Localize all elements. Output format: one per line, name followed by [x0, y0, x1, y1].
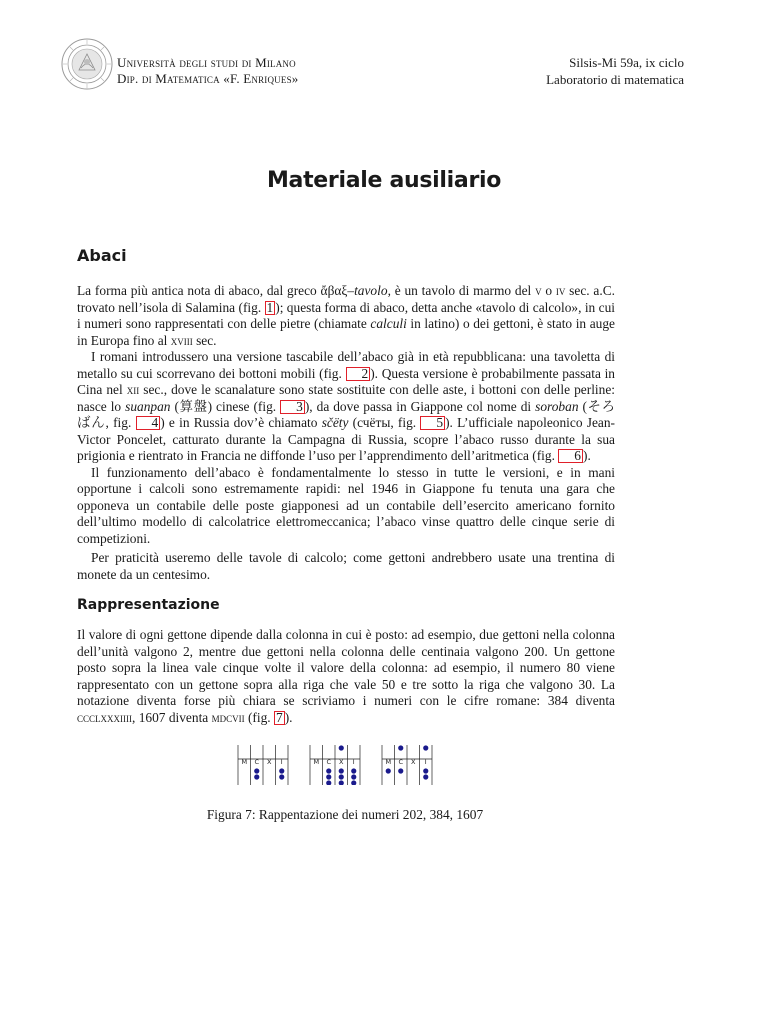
lab-label: Laboratorio di matematica — [546, 72, 684, 87]
column-label: I — [280, 758, 283, 766]
counter-below — [351, 774, 356, 779]
column-label: X — [267, 758, 272, 766]
counter-below — [326, 780, 331, 785]
column-label: I — [424, 758, 427, 766]
column-label: C — [398, 758, 404, 766]
column-label: C — [326, 758, 332, 766]
figure-ref-link[interactable]: 2 — [346, 367, 371, 381]
abacus-board-202 — [238, 745, 288, 785]
paragraph: Per praticità useremo delle tavole di calcolo; come gettoni andrebbero usate una trentina di monete da un centesimo. — [77, 550, 615, 582]
counter-below — [386, 768, 391, 773]
counter-below — [279, 774, 284, 779]
column-label: M — [313, 758, 320, 766]
section-heading-rappresentazione: Rappresentazione — [77, 597, 220, 613]
counter-below — [398, 768, 403, 773]
counter-below — [254, 774, 259, 779]
column-label: I — [352, 758, 355, 766]
header-course-info — [546, 54, 684, 88]
figure-ref-link[interactable]: 7 — [275, 709, 283, 725]
counter-above — [423, 745, 428, 750]
counter-above — [339, 745, 344, 750]
counter-below — [423, 774, 428, 779]
abacus-figure — [233, 745, 453, 785]
counter-below — [339, 768, 344, 773]
page-title: Materiale ausiliario — [266, 168, 502, 193]
column-label: X — [411, 758, 416, 766]
header-affiliation — [117, 55, 298, 87]
section-heading-abaci: Abaci — [77, 246, 127, 265]
column-label: M — [385, 758, 392, 766]
course-label: Silsis-Mi 59a, ix ciclo — [569, 55, 684, 70]
counter-below — [423, 768, 428, 773]
paragraph: I romani introdussero una versione tascabile dell’abaco già in età repubblicana: una tavoletta di metallo su cui scorrevano dei bottoni mobili (fig. 2 ). Questa versione è probabilmente passata in Cina nel xii sec., dove le scanalature sono state sostituite con delle aste, i bottoni con delle perline: nasce lo suanpan (算盤) cinese (fig. 3 ), da dove passa in Giappone col nome di soroban (そろばん, fig. 4 ) e in Russia dov’è chiamato sčëty (счёты, fig. 5 ). L’ufficiale napoleonico Jean-Victor Poncelet, catturato durante la Campagna di Russia, scopre l’abaco russo durante la sua prigionia e rientrato in Francia ne diffonde l’uso per l’apprendimento dell’aritmetica (fig. 6 ). — [77, 349, 616, 463]
university-seal-logo — [61, 38, 113, 90]
counter-below — [279, 768, 284, 773]
counter-below — [339, 774, 344, 779]
counter-above — [398, 745, 403, 750]
paragraph: Il funzionamento dell’abaco è fondamentalmente lo stesso in tutte le versioni, e in mani opportune i calcoli sono estremamente rapidi: nel 1946 in Giappone fu tenuta una gara che opponeva un contabile delle poste giapponesi ad un contabile dell’esercito americano fornito dell’ultimo modello di calcolatrice elettromeccanica; l’abaco vinse quattro delle cinque serie di competizioni. — [77, 464, 615, 546]
figure-caption: Figura 7: Rappentazione dei numeri 202, 384, 1607 — [206, 807, 484, 822]
figure-ref-link[interactable]: 4 — [136, 416, 161, 430]
abacus-board-1607 — [382, 745, 432, 785]
figure-ref-link[interactable]: 5 — [420, 416, 445, 430]
counter-below — [351, 780, 356, 785]
counter-below — [254, 768, 259, 773]
figure-ref-link[interactable]: 6 — [558, 449, 583, 463]
paragraph: Il valore di ogni gettone dipende dalla colonna in cui è posto: ad esempio, due gettoni nella colonna dell’unità valgono 2, mentre due gettoni nella colonna delle centinaia valgono 200. Un gettone posto sopra la linea vale cinque volte il valore della colonna: ad esempio, il numero 80 viene rappresentato con un gettone sopra alla riga che vale 50 e tre sotto la riga che valgono 30. La notazione diventa forse più chiara se scriviamo i numeri con le cifre romane: 384 diventa ccclxxxiiii, 1607 diventa mdcvii (fig. 7 ). — [77, 627, 615, 725]
paragraph: La forma più antica nota di abaco, dal greco ἄβαξ–tavolo, è un tavolo di marmo del v o iv sec. a.C. trovato nell’isola di Salamina (fig. 1 ); questa forma di abaco, detta anche «tavolo di calcolo», in cui i numeri sono rappresentati con delle pietre (chiamate calculi in latino) o dei gettoni, è stato in auge in Europa fino al xviii sec. — [77, 283, 616, 348]
column-label: M — [241, 758, 248, 766]
counter-below — [326, 768, 331, 773]
counter-below — [351, 768, 356, 773]
figure-ref-link[interactable]: 1 — [266, 299, 274, 315]
abaci-body — [77, 283, 615, 583]
department-name: Dip. di Matematica «F. Enriques» — [117, 71, 299, 86]
counter-below — [339, 780, 344, 785]
counter-below — [326, 774, 331, 779]
figure-ref-link[interactable]: 3 — [280, 400, 305, 414]
abacus-board-384 — [310, 745, 360, 785]
rappresentazione-body — [77, 627, 615, 726]
column-label: X — [339, 758, 344, 766]
university-name: Università degli studi di Milano — [117, 55, 296, 70]
column-label: C — [254, 758, 260, 766]
